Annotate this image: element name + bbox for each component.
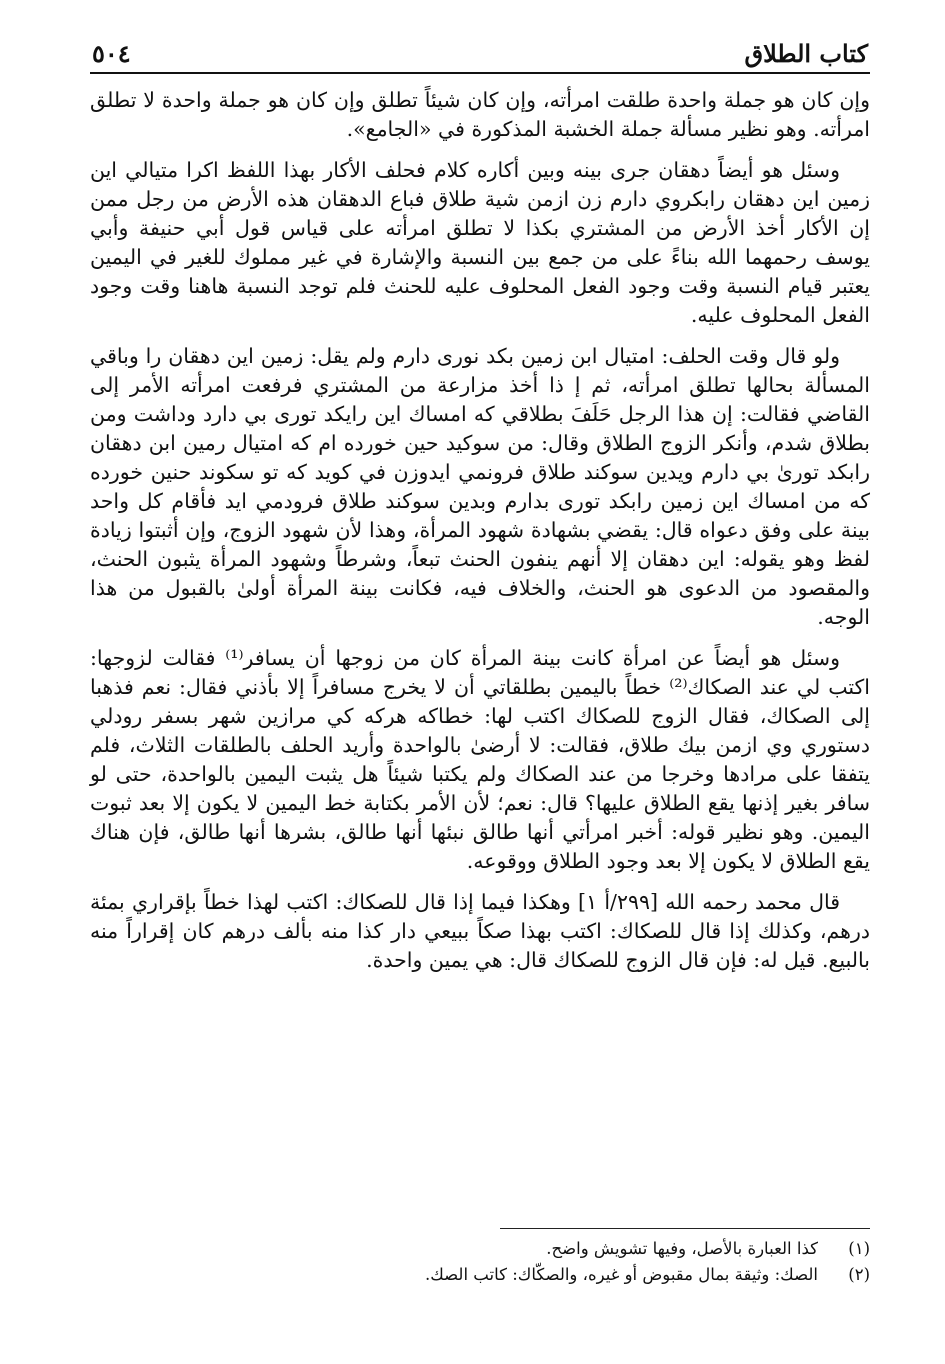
paragraph: ولو قال وقت الحلف: امتيال ابن زمين بكد نورى دارم ولم يقل: زمين اين دهقان را وباقي المسألة بحالها تطلق امرأته، ثم إ ذا أخذ مزارعة من المشتري فرفعت امرأته الأمر إلى القاضي فقالت: إن هذا الرجل حَلَفَ بطلاقي كه امساك اين رايكد تورى بي دارد وداشت ومن بطلاق شدم، وأنكر الزوج الطلاق وقال: من سوكيد حين خورده ام كه امتيال رمين ابن دهقان رابكد تورىٰ بي دارم ويدين سوكند طلاق فرونمي ايدوزن في كويد كه تو سكوند حنين خورده كه من امساك اين زمين رابكد تورى بدارم وبدين سوكند طلاق فرودمي ايد فأقام كل واحد بينة على وفق دعواه قال: يقضي بشهادة شهود المرأة، وهذا لأن شهود الزوج، وإن أثبتوا زيادة لفظ وهو يقوله: اين دهقان إلا أنهم ينفون الحنث تبعاً، وشرطاً وشهود المرأة يثبون الحنث، والمقصود من الدعوى هو الحنث، والخلاف فيه، فكانت بينة المرأة أولىٰ بالقبول من هذا الوجه. <box>90 344 870 629</box>
running-header <box>90 30 870 74</box>
main-text <box>90 86 870 975</box>
paragraph: قال محمد رحمه الله [٢٩٩/أ ١] وهكذا فيما إذا قال للصكاك: اكتب لهذا خطاً بإقراري بمئة درهم، وكذلك إذا قال للصكاك: اكتب بهذا صكاً ببيعي دار كذا منه بألف درهم كان إقراراً منه بالبيع. قيل له: فإن قال الزوج للصكاك قال: هي يمين واحدة. <box>90 890 870 972</box>
footnote-divider <box>500 1228 870 1229</box>
footnote-text: الصك: وثيقة بمال مقبوض أو غيره، والصكّاك: كاتب الصك. <box>424 1265 818 1284</box>
footnote-number: (١) <box>848 1239 870 1258</box>
paragraph: وسئل هو أيضاً دهقان جرى بينه وبين أكاره كلام فحلف الأكار بهذا اللفظ اكرا متيالي اين زمين اين دهقان رابكروي دارم زن ازمن شية طلاق فباع الدهقان هذه الأرض من رجل ممن إن الأكار أخذ الأرض من المشتري بكذا لا تطلق امرأته على قياس قول أبي حنيفة وأبي يوسف رحمهما الله بناءً على من جمع بين النسبة والإشارة في غير مملوك للغير في اليمين يعتبر قيام النسبة وقت وجود الفعل المحلوف عليه للحنث فلم توجد النسبة هاهنا وقت وجود الفعل المحلوف عليه. <box>90 158 870 327</box>
paragraph: وإن كان هو جملة واحدة طلقت امرأته، وإن كان شيئاً تطلق وإن كان هو جملة واحدة لا تطلق امرأته. وهو نظير مسألة جملة الخشبة المذكورة في «الجامع». <box>90 88 870 141</box>
footnotes <box>90 1236 870 1288</box>
page-number: ٥٠٤ <box>92 39 131 68</box>
chapter-title: كتاب الطلاق <box>744 39 868 68</box>
footnote <box>90 1262 870 1288</box>
paragraph: وسئل هو أيضاً عن امرأة كانت بينة المرأة كان من زوجها أن يسافر⁽¹⁾ فقالت لزوجها: اكتب لي عند الصكاك⁽²⁾ خطاً باليمين بطلقاتي أن لا يخرج مسافراً إلا بأذني فقال: نعم فذهبا إلى الصكاك، فقال الزوج للصكاك اكتب لها: خطاكه هركه كي مرازين شهر بسفر رودلي دستوري وي ازمن بيك طلاق، فقالت: لا أرضىٰ بالواحدة وأريد الحلف بالطلقات الثلاث، فلم يتفقا على مرادها وخرجا من عند الصكاك ولم يكتبا شيئاً هل يثبت اليمين بالواحدة، حتى لو سافر بغير إذنها يقع الطلاق عليها؟ قال: نعم؛ لأن الأمر بكتابة خط اليمين لا يكون إلا بعد ثبوت اليمين. وهو نظير قوله: أخبر امرأتي أنها طالق نبئها أنها طالق، بشرها أنها طالق، فإن هناك يقع الطلاق لا يكون إلا بعد وجود الطلاق ووقوعه. <box>90 646 870 873</box>
footnote <box>90 1236 870 1262</box>
footnote-text: كذا العبارة بالأصل، وفيها تشويش واضح. <box>546 1239 818 1258</box>
page <box>90 30 870 987</box>
footnote-number: (٢) <box>848 1265 870 1284</box>
